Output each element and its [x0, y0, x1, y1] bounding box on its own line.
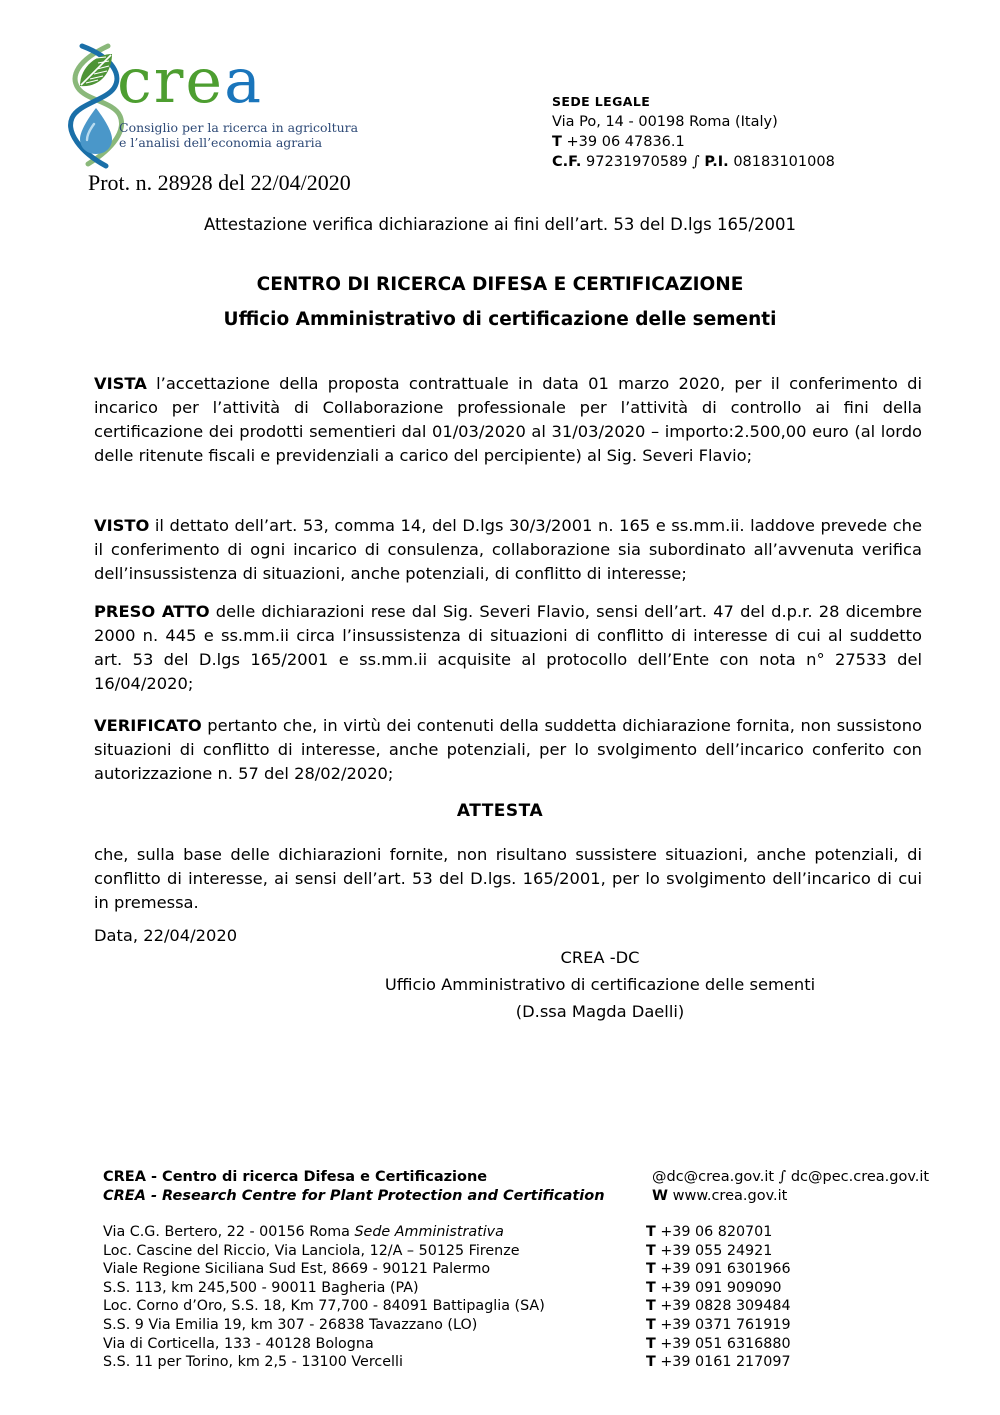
footer-web-line [652, 1187, 929, 1206]
list-item [103, 1242, 545, 1261]
footer-address-list [103, 1223, 545, 1372]
footer-address: Viale Regione Siciliana Sud Est, 8669 - 90121 Palermo [103, 1261, 491, 1278]
legal-address-block [552, 92, 835, 172]
pi-value: 08183101008 [733, 154, 835, 170]
list-item [103, 1260, 545, 1279]
logo-tagline-line2: e l’analisi dell’economia agraria [119, 135, 323, 150]
fiscal-codes-line [552, 152, 835, 172]
phone-label: T [646, 1335, 656, 1352]
list-item [646, 1335, 791, 1354]
footer-phone: +39 0161 217097 [660, 1354, 791, 1371]
legal-address-value: Via Po, 14 - 00198 Roma (Italy) [552, 114, 778, 130]
phone-label: T [646, 1354, 656, 1371]
signature-name: (D.ssa Magda Daelli) [515, 1002, 685, 1021]
footer-address: S.S. 9 Via Emilia 19, km 307 - 26838 Tavazzano (LO) [103, 1316, 478, 1333]
phone-label: T [646, 1261, 656, 1278]
pi-label: P.I. [704, 154, 729, 170]
web-label: W [652, 1188, 668, 1204]
list-item [646, 1223, 791, 1242]
paragraph-preso-atto-text: delle dichiarazioni rese dal Sig. Severi Flavio, sensi dell’art. 47 del d.p.r. 28 dicembre 2000 n. 445 e ss.mm.ii circa l’insussistenza di situazioni di conflitto di interesse di cui al suddetto art. 53 del D.lgs 165/2001 e ss.mm.ii acquisite al protocollo dell’Ente con nota n° 27533 del 16/04/2020; [94, 602, 922, 693]
footer-web-value[interactable]: www.crea.gov.it [672, 1188, 788, 1204]
list-item [646, 1242, 791, 1261]
list-item [646, 1297, 791, 1316]
list-item [103, 1353, 545, 1372]
signature-office: Ufficio Amministrativo di certificazione delle sementi [384, 975, 816, 994]
paragraph-vista [94, 372, 922, 468]
footer-address: S.S. 113, km 245,500 - 90011 Bagheria (PA) [103, 1279, 419, 1296]
paragraph-visto [94, 514, 922, 586]
footer-org-names [103, 1168, 605, 1206]
footer-address: Via di Corticella, 133 - 40128 Bologna [103, 1335, 374, 1352]
footer-phone: +39 0371 761919 [660, 1316, 791, 1333]
codes-separator-icon: ∫ [692, 154, 700, 170]
attesta-heading: ATTESTA [456, 801, 544, 821]
list-item [646, 1260, 791, 1279]
list-item [646, 1316, 791, 1335]
footer-address: Loc. Corno d’Oro, S.S. 18, Km 77,700 - 84091 Battipaglia (SA) [103, 1298, 545, 1315]
paragraph-preso-atto [94, 600, 922, 696]
crea-wordmark [117, 44, 264, 117]
signature-block [200, 944, 1000, 1025]
email-separator-icon: ∫ [778, 1169, 787, 1185]
list-item [103, 1316, 545, 1335]
paragraph-visto-keyword: VISTO [94, 516, 150, 535]
signature-org: CREA -DC [560, 948, 640, 967]
cf-label: C.F. [552, 154, 582, 170]
phone-label: T [646, 1242, 656, 1259]
wordmark-blue: a [224, 44, 264, 117]
footer-email-pec[interactable]: dc@pec.crea.gov.it [790, 1169, 930, 1185]
footer-email-primary[interactable]: @dc@crea.gov.it [652, 1169, 775, 1185]
document-header [0, 0, 1000, 200]
footer-email-line [652, 1168, 929, 1187]
footer-org-en: CREA - Research Centre for Plant Protection and Certification [103, 1188, 605, 1204]
paragraph-vista-keyword: VISTA [94, 374, 147, 393]
logo-tagline-line1: Consiglio per la ricerca in agricoltura [119, 120, 359, 135]
logo-tagline [119, 120, 358, 150]
footer-phone: +39 051 6316880 [660, 1335, 791, 1352]
phone-label: T [646, 1298, 656, 1315]
paragraph-closing: che, sulla base delle dichiarazioni fornite, non risultano sussistere situazioni, anche potenziali, di conflitto di interesse, ai sensi dell’art. 53 del D.lgs. 165/2001, per lo svolgimento dell’incarico di cui in premessa. [94, 845, 922, 912]
phone-label: T [646, 1316, 656, 1333]
footer-phone: +39 055 24921 [660, 1242, 773, 1259]
footer-phone: +39 091 909090 [660, 1279, 782, 1296]
phone-label: T [646, 1279, 656, 1296]
footer-phone: +39 0828 309484 [660, 1298, 791, 1315]
paragraph-verificato-keyword: VERIFICATO [94, 716, 202, 735]
footer-phone: +39 06 820701 [660, 1224, 773, 1240]
paragraph-preso-atto-keyword: PRESO ATTO [94, 602, 210, 621]
wordmark-green: cre [117, 44, 225, 117]
footer-phone-list [646, 1223, 791, 1372]
phone-value: +39 06 47836.1 [566, 134, 685, 150]
paragraph-vista-text: l’accettazione della proposta contrattuale in data 01 marzo 2020, per il conferimento di incarico per l’attività di Collaborazione professionale per l’attività di controllo ai fini della certificazione dei prodotti sementieri dal 01/03/2020 al 31/03/2020 – importo:2.500,00 euro (al lordo delle ritenute fiscali e previdenziali a carico del percipiente) al Sig. Severi Flavio; [94, 374, 922, 465]
footer-address: Loc. Cascine del Riccio, Via Lanciola, 12/A – 50125 Firenze [103, 1242, 520, 1259]
footer-phone: +39 091 6301966 [660, 1261, 791, 1278]
paragraph-visto-text: il dettato dell’art. 53, comma 14, del D.lgs 30/3/2001 n. 165 e ss.mm.ii. laddove prevede che il conferimento di ogni incarico di consulenza, collaborazione sia subordinato all’avvenuta verifica dell’insussistenza di situazioni, anche potenziali, di conflitto di interesse; [94, 516, 922, 583]
footer-address: Via C.G. Bertero, 22 - 00156 Roma [103, 1224, 355, 1240]
paragraph-verificato-text: pertanto che, in virtù dei contenuti della suddetta dichiarazione fornita, non sussistono situazioni di conflitto di interesse, anche potenziali, per lo svolgimento dell’incarico conferito con autorizzazione n. 57 del 28/02/2020; [94, 716, 922, 783]
legal-address-label: SEDE LEGALE [552, 94, 651, 109]
phone-label: T [552, 134, 562, 150]
crea-logo [62, 42, 362, 172]
cf-value: 97231970589 [586, 154, 688, 170]
footer-org-it: CREA - Centro di ricerca Difesa e Certificazione [103, 1169, 488, 1185]
page-title: CENTRO DI RICERCA DIFESA E CERTIFICAZIONE [256, 274, 744, 295]
footer-address-note: Sede Amministrativa [354, 1224, 504, 1240]
date-line: Data, 22/04/2020 [94, 926, 238, 945]
list-item [646, 1353, 791, 1372]
legal-phone-line [552, 132, 835, 152]
phone-label: T [646, 1224, 656, 1240]
footer-address: S.S. 11 per Torino, km 2,5 - 13100 Vercelli [103, 1354, 403, 1371]
protocol-number: Prot. n. 28928 del 22/04/2020 [88, 170, 351, 195]
paragraph-verificato [94, 714, 922, 786]
list-item [103, 1335, 545, 1354]
footer-contact-block [652, 1168, 929, 1206]
page-subtitle: Ufficio Amministrativo di certificazione delle sementi [223, 309, 777, 330]
list-item [103, 1297, 545, 1316]
list-item [646, 1279, 791, 1298]
list-item [103, 1223, 545, 1242]
list-item [103, 1279, 545, 1298]
document-subject: Attestazione verifica dichiarazione ai fini dell’art. 53 del D.lgs 165/2001 [203, 215, 797, 234]
